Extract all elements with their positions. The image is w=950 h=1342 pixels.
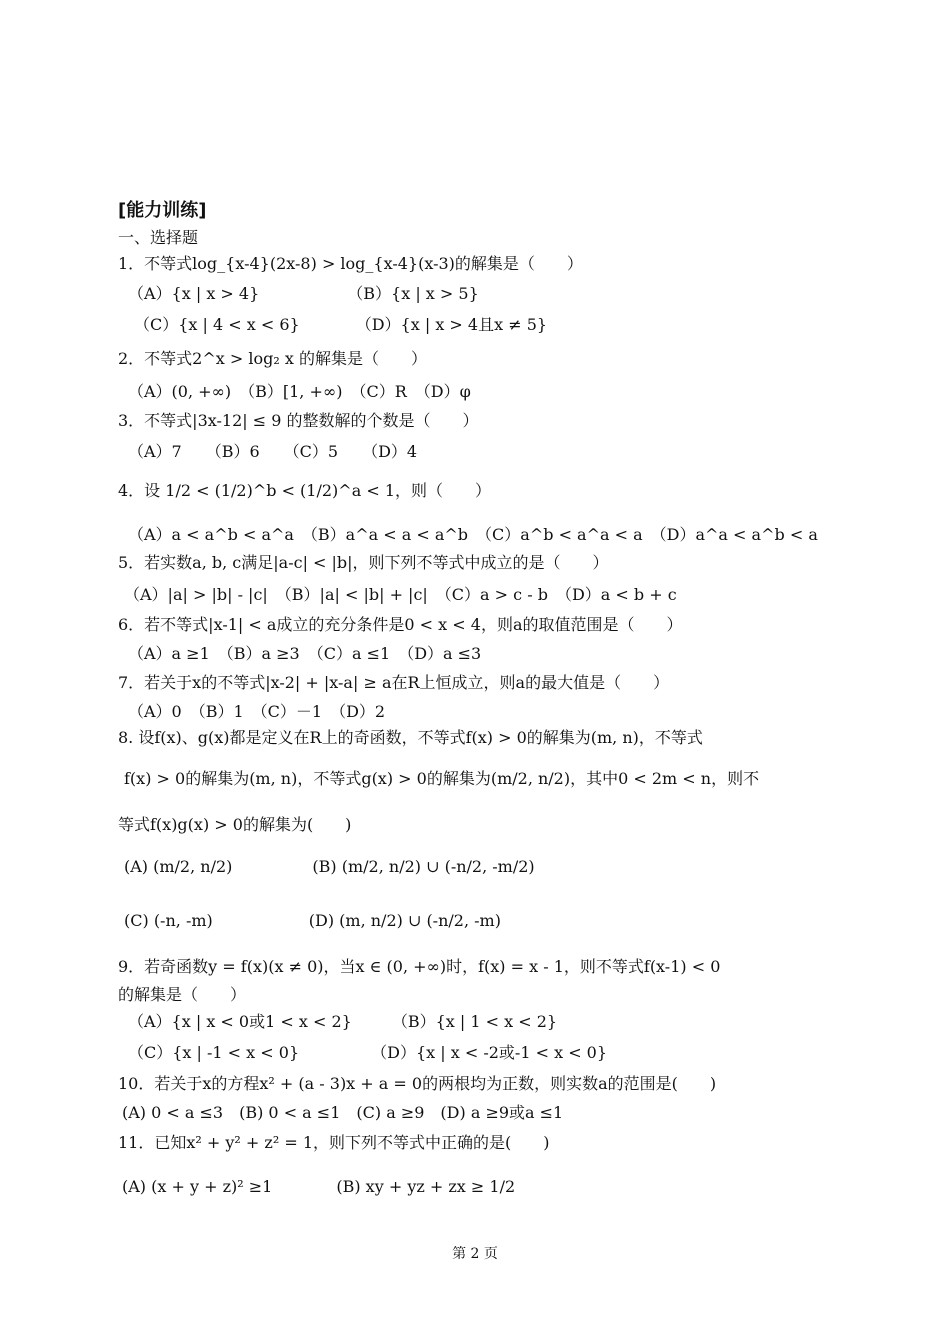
q9-options-ab: （A）{x | x < 0或1 < x < 2} （B）{x | 1 < x < 2} — [128, 1012, 558, 1031]
question-3: 3．不等式|3x-12| ≤ 9 的整数解的个数是（ ） — [118, 411, 479, 430]
question-7: 7．若关于x的不等式|x-2| + |x-a| ≥ a在R上恒成立，则a的最大值是（ ） — [118, 673, 670, 692]
question-9-line-2: 的解集是（ ） — [118, 985, 247, 1004]
question-6: 6．若不等式|x-1| < a成立的充分条件是0 < x < 4，则a的取值范围是（ ） — [118, 615, 683, 634]
question-9-line-1: 9．若奇函数y = f(x)(x ≠ 0)，当x ∈ (0, +∞)时，f(x) = x - 1，则不等式f(x-1) < 0 — [118, 957, 721, 976]
q2-options: （A）(0, +∞) （B）[1, +∞) （C）R （D）φ — [128, 382, 471, 401]
question-11: 11．已知x² + y² + z² = 1，则下列不等式中正确的是( ) — [118, 1133, 550, 1152]
q11-options-ab: (A) (x + y + z)² ≥1 (B) xy + yz + zx ≥ 1/2 — [122, 1177, 516, 1196]
question-5: 5．若实数a, b, c满足|a-c| < |b|，则下列不等式中成立的是（ ） — [118, 553, 609, 572]
question-10: 10．若关于x的方程x² + (a - 3)x + a = 0的两根均为正数，则实数a的范围是( ) — [118, 1074, 717, 1093]
q8-options-ab: (A) (m/2, n/2) (B) (m/2, n/2) ∪ (-n/2, -m/2) — [124, 857, 535, 876]
question-4: 4．设 1/2 < (1/2)^b < (1/2)^a < 1，则（ ） — [118, 481, 491, 500]
q1-options-ab: （A）{x | x > 4} （B）{x | x > 5} — [128, 284, 479, 303]
page-number: 第 2 页 — [452, 1246, 498, 1262]
question-8-line-2: f(x) > 0的解集为(m, n)，不等式g(x) > 0的解集为(m/2, n/2)，其中0 < 2m < n，则不 — [124, 769, 760, 788]
q10-options: (A) 0 < a ≤3 (B) 0 < a ≤1 (C) a ≥9 (D) a ≥9或a ≤1 — [122, 1103, 564, 1122]
q9-options-cd: （C）{x | -1 < x < 0} （D）{x | x < -2或-1 < x < 0} — [128, 1043, 608, 1062]
question-8-line-1: 8. 设f(x)、g(x)都是定义在R上的奇函数，不等式f(x) > 0的解集为(m, n)，不等式 — [118, 728, 703, 747]
q6-options: （A）a ≥1 （B）a ≥3 （C）a ≤1 （D）a ≤3 — [128, 644, 482, 663]
q1-options-cd: （C）{x | 4 < x < 6} （D）{x | x > 4且x ≠ 5} — [134, 315, 548, 334]
section-title: 一、选择题 — [118, 228, 199, 247]
q7-options: （A）0 （B）1 （C）－1 （D）2 — [128, 702, 386, 721]
q4-options: （A）a < a^b < a^a （B）a^a < a < a^b （C）a^b < a^a < a （D）a^a < a^b < a — [128, 525, 818, 544]
question-1: 1．不等式log_{x-4}(2x-8) > log_{x-4}(x-3)的解集是（ ） — [118, 254, 583, 273]
q5-options: （A）|a| > |b| - |c| （B）|a| < |b| + |c| （C）a > c - b （D）a < b + c — [124, 585, 677, 604]
question-2: 2．不等式2^x > log₂ x 的解集是（ ） — [118, 349, 427, 368]
q8-options-cd: (C) (-n, -m) (D) (m, n/2) ∪ (-n/2, -m) — [124, 911, 501, 930]
question-8-line-3: 等式f(x)g(x) > 0的解集为( ) — [118, 815, 352, 834]
q3-options: （A）7 （B）6 （C）5 （D）4 — [128, 442, 418, 461]
section-heading: [能力训练] — [118, 200, 207, 221]
